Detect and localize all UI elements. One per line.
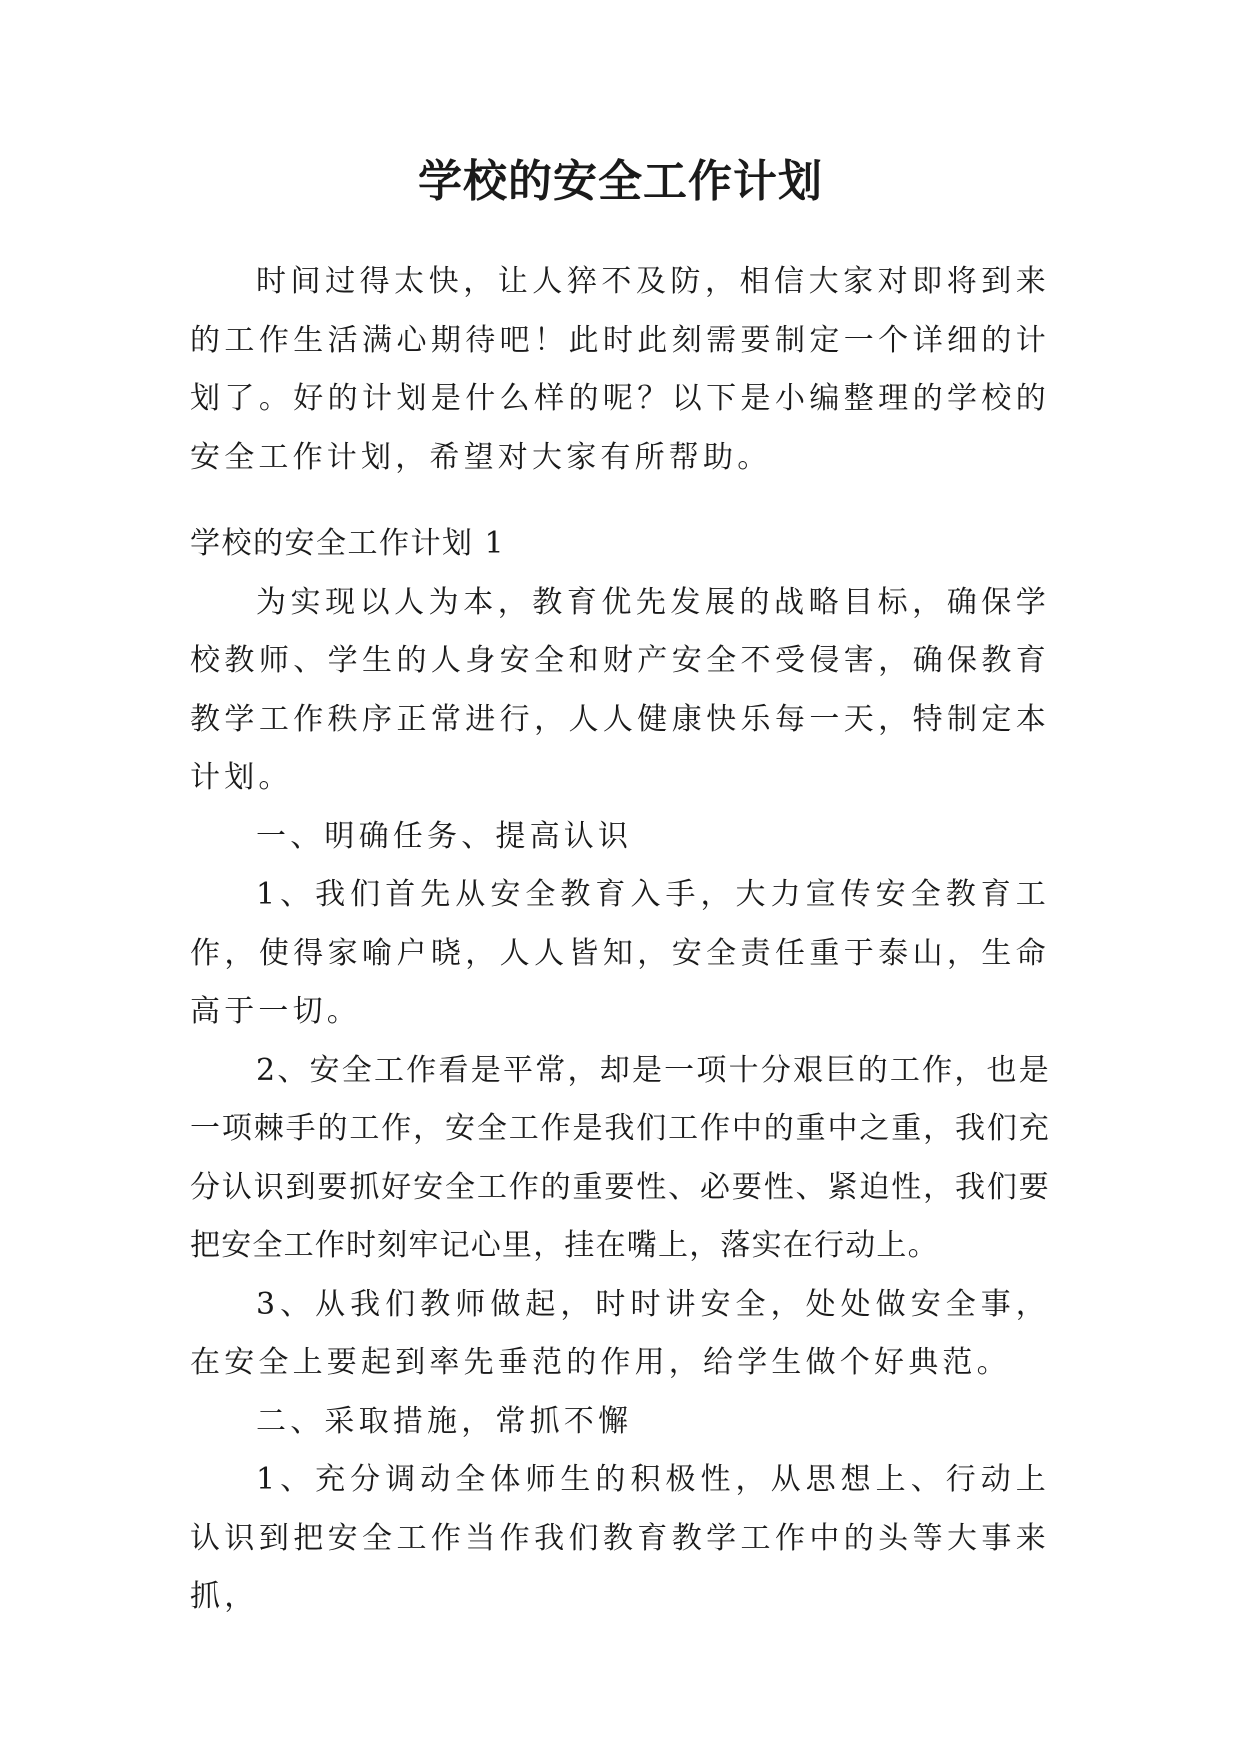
body-paragraph: 1、我们首先从安全教育入手，大力宣传安全教育工作，使得家喻户晓，人人皆知，安全责任重于泰山，生命高于一切。 [190,877,1050,1029]
section-1-block [190,515,1050,1627]
section-heading: 学校的安全工作计划 1 [190,526,506,561]
intro-block [190,253,1050,487]
body-paragraph: 1、充分调动全体师生的积极性，从思想上、行动上认识到把安全工作当作我们教育教学工作中的头等大事来抓， [190,1462,1050,1614]
document-title: 学校的安全工作计划 [418,156,823,207]
subheading-tasks: 一、明确任务、提高认识 [256,818,633,854]
subheading-measures: 二、采取措施，常抓不懈 [256,1403,633,1439]
intro-paragraph: 时间过得太快，让人猝不及防，相信大家对即将到来的工作生活满心期待吧！此时此刻需要制定一个详细的计划了。好的计划是什么样的呢？以下是小编整理的学校的安全工作计划，希望对大家有所帮助。 [190,264,1050,475]
body-paragraph: 为实现以人为本，教育优先发展的战略目标，确保学校教师、学生的人身安全和财产安全不受侵害，确保教育教学工作秩序正常进行，人人健康快乐每一天，特制定本计划。 [190,584,1050,795]
body-paragraph: 3、从我们教师做起，时时讲安全，处处做安全事，在安全上要起到率先垂范的作用，给学生做个好典范。 [190,1286,1050,1380]
body-paragraph: 2、安全工作看是平常，却是一项十分艰巨的工作，也是一项棘手的工作，安全工作是我们工作中的重中之重，我们充分认识到要抓好安全工作的重要性、必要性、紧迫性，我们要把安全工作时刻牢记心里，挂在嘴上，落实在行动上。 [190,1052,1050,1263]
